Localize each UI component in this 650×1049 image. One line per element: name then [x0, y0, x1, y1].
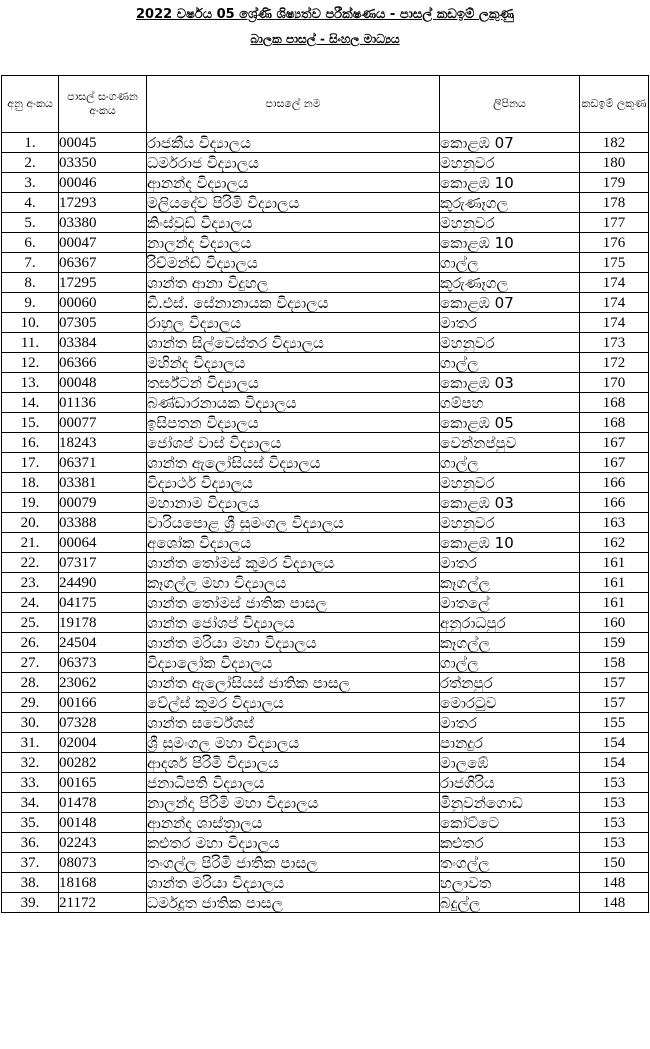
school-name: මහින්ද විද්‍යාලය [147, 353, 440, 373]
table-row [2, 133, 649, 153]
census-code: 00060 [59, 293, 147, 313]
school-name: ඉසිපතන විද්‍යාලය [147, 413, 440, 433]
column-header-school-name: පාසලේ නම [147, 76, 440, 133]
school-name: කෑගල්ල මහා විද්‍යාලය [147, 573, 440, 593]
row-number: 14. [2, 393, 59, 413]
table-row [2, 753, 649, 773]
table-row [2, 873, 649, 893]
table-row [2, 593, 649, 613]
table-row [2, 413, 649, 433]
table-row [2, 653, 649, 673]
school-name: වේල්ස් කුමර විද්‍යාලය [147, 693, 440, 713]
cutoff-mark: 174 [580, 273, 649, 293]
school-address: ගාල්ල [440, 653, 580, 673]
census-code: 24490 [59, 573, 147, 593]
row-number: 18. [2, 473, 59, 493]
row-number: 8. [2, 273, 59, 293]
cutoff-mark: 161 [580, 553, 649, 573]
school-name: ජනාධිපති විද්‍යාලය [147, 773, 440, 793]
table-row [2, 393, 649, 413]
table-row [2, 533, 649, 553]
cutoff-mark: 159 [580, 633, 649, 653]
school-address: කළුතර [440, 833, 580, 853]
cutoff-mark: 157 [580, 693, 649, 713]
table-row [2, 733, 649, 753]
table-row [2, 633, 649, 653]
column-header-address: ලිපිනය [440, 76, 580, 133]
school-address: කෑගල්ල [440, 633, 580, 653]
row-number: 31. [2, 733, 59, 753]
column-header-cutoff-mark: කඩඉම් ලකුණ [580, 76, 649, 133]
census-code: 00079 [59, 493, 147, 513]
school-address: මාලඹේ [440, 753, 580, 773]
table-row [2, 293, 649, 313]
row-number: 1. [2, 133, 59, 153]
row-number: 35. [2, 813, 59, 833]
census-code: 06371 [59, 453, 147, 473]
row-number: 20. [2, 513, 59, 533]
school-name: ශාන්ත ඇලෝසියස් ජාතික පාසල [147, 673, 440, 693]
cutoff-mark: 166 [580, 493, 649, 513]
table-header-row [2, 76, 649, 133]
row-number: 2. [2, 153, 59, 173]
school-name: නාලන්දා පිරිමි මහා විද්‍යාලය [147, 793, 440, 813]
table-row [2, 513, 649, 533]
school-address: කොළඹ 03 [440, 493, 580, 513]
census-code: 06373 [59, 653, 147, 673]
table-row [2, 673, 649, 693]
table-row [2, 433, 649, 453]
cutoff-mark: 163 [580, 513, 649, 533]
school-address: කොළඹ 05 [440, 413, 580, 433]
school-address: රත්නපුර [440, 673, 580, 693]
census-code: 00077 [59, 413, 147, 433]
census-code: 21172 [59, 893, 147, 913]
column-header-census-code: පාසල් සංගණන අංකය [59, 76, 147, 133]
row-number: 17. [2, 453, 59, 473]
school-name: ශාන්ත සිල්වෙස්තර විද්‍යාලය [147, 333, 440, 353]
census-code: 18243 [59, 433, 147, 453]
table-row [2, 713, 649, 733]
cutoff-mark: 157 [580, 673, 649, 693]
census-code: 08073 [59, 853, 147, 873]
school-address: මහනුවර [440, 153, 580, 173]
table-row [2, 773, 649, 793]
school-name: විද්‍යාර්ථ විද්‍යාලය [147, 473, 440, 493]
school-name: කිංස්වුඩ් විද්‍යාලය [147, 213, 440, 233]
cutoff-mark: 153 [580, 793, 649, 813]
row-number: 11. [2, 333, 59, 353]
census-code: 19178 [59, 613, 147, 633]
census-code: 06366 [59, 353, 147, 373]
table-row [2, 313, 649, 333]
table-row [2, 853, 649, 873]
table-row [2, 453, 649, 473]
census-code: 07305 [59, 313, 147, 333]
census-code: 02243 [59, 833, 147, 853]
census-code: 24504 [59, 633, 147, 653]
school-name: රිච්මන්ඩ් විද්‍යාලය [147, 253, 440, 273]
census-code: 00047 [59, 233, 147, 253]
table-row [2, 273, 649, 293]
table-row [2, 473, 649, 493]
row-number: 37. [2, 853, 59, 873]
cutoff-mark: 154 [580, 753, 649, 773]
school-name: ඩී.එස්. සේනානායක විද්‍යාලය [147, 293, 440, 313]
school-address: කොළඹ 03 [440, 373, 580, 393]
cutoff-mark: 174 [580, 293, 649, 313]
school-name: ධර්මදූත ජාතික පාසල [147, 893, 440, 913]
census-code: 01478 [59, 793, 147, 813]
school-address: කොළඹ 10 [440, 173, 580, 193]
school-address: කුරුණෑගල [440, 193, 580, 213]
school-name: ශාන්ත සර්වේශස් [147, 713, 440, 733]
row-number: 32. [2, 753, 59, 773]
census-code: 00148 [59, 813, 147, 833]
row-number: 39. [2, 893, 59, 913]
cutoff-mark: 172 [580, 353, 649, 373]
cutoff-mark: 150 [580, 853, 649, 873]
school-address: වෙන්නප්පුව [440, 433, 580, 453]
table-row [2, 893, 649, 913]
row-number: 15. [2, 413, 59, 433]
census-code: 03381 [59, 473, 147, 493]
census-code: 07328 [59, 713, 147, 733]
row-number: 23. [2, 573, 59, 593]
row-number: 4. [2, 193, 59, 213]
school-address: ගාල්ල [440, 453, 580, 473]
table-body [2, 133, 649, 913]
table-row [2, 173, 649, 193]
cutoff-mark: 168 [580, 413, 649, 433]
row-number: 6. [2, 233, 59, 253]
table-row [2, 233, 649, 253]
row-number: 9. [2, 293, 59, 313]
school-name: ශාන්ත මරියා මහා විද්‍යාලය [147, 633, 440, 653]
table-row [2, 193, 649, 213]
census-code: 00046 [59, 173, 147, 193]
census-code: 23062 [59, 673, 147, 693]
table-row [2, 693, 649, 713]
row-number: 26. [2, 633, 59, 653]
table-row [2, 493, 649, 513]
school-address: කොළඹ 10 [440, 533, 580, 553]
document-subtitle: බාලක පාසල් - සිංහල මාධ්‍යය [250, 32, 400, 46]
table-row [2, 793, 649, 813]
school-address: කෑගල්ල [440, 573, 580, 593]
row-number: 34. [2, 793, 59, 813]
census-code: 03388 [59, 513, 147, 533]
school-address: කෝට්ටෙ [440, 813, 580, 833]
census-code: 00165 [59, 773, 147, 793]
cutoff-mark: 167 [580, 433, 649, 453]
cutoff-mark: 161 [580, 573, 649, 593]
school-name: ශාන්ත මරියා විද්‍යාලය [147, 873, 440, 893]
school-address: මාතලේ [440, 593, 580, 613]
table-row [2, 253, 649, 273]
cutoff-mark: 160 [580, 613, 649, 633]
census-code: 02004 [59, 733, 147, 753]
school-name: ආදර්ශ පිරිමි විද්‍යාලය [147, 753, 440, 773]
row-number: 33. [2, 773, 59, 793]
school-address: රාජගිරිය [440, 773, 580, 793]
school-name: බණ්ඩාරනායක විද්‍යාලය [147, 393, 440, 413]
row-number: 21. [2, 533, 59, 553]
school-name: විද්‍යාලෝක විද්‍යාලය [147, 653, 440, 673]
cutoff-mark: 176 [580, 233, 649, 253]
table-row [2, 353, 649, 373]
cutoff-marks-table [1, 75, 649, 913]
school-name: නාලන්ද විද්‍යාලය [147, 233, 440, 253]
census-code: 03380 [59, 213, 147, 233]
cutoff-mark: 153 [580, 813, 649, 833]
cutoff-mark: 173 [580, 333, 649, 353]
cutoff-mark: 177 [580, 213, 649, 233]
row-number: 24. [2, 593, 59, 613]
document-title: 2022 වර්ෂය 05 ශ්‍රේණි ශිෂ්‍යත්ව පරීක්ෂණය - පාසල් කඩඉම් ලකුණු [135, 7, 514, 22]
school-address: මාතර [440, 313, 580, 333]
cutoff-mark: 161 [580, 593, 649, 613]
school-name: අශෝක විද්‍යාලය [147, 533, 440, 553]
row-number: 19. [2, 493, 59, 513]
census-code: 04175 [59, 593, 147, 613]
cutoff-mark: 148 [580, 873, 649, 893]
document-heading [0, 6, 650, 48]
table-row [2, 833, 649, 853]
row-number: 36. [2, 833, 59, 853]
row-number: 25. [2, 613, 59, 633]
cutoff-mark: 182 [580, 133, 649, 153]
row-number: 30. [2, 713, 59, 733]
school-name: ශාන්ත ආනා විදුහල [147, 273, 440, 293]
census-code: 00048 [59, 373, 147, 393]
table-row [2, 213, 649, 233]
census-code: 00064 [59, 533, 147, 553]
school-name: රාහුල විද්‍යාලය [147, 313, 440, 333]
cutoff-mark: 158 [580, 653, 649, 673]
row-number: 38. [2, 873, 59, 893]
school-address: අනුරාධපුර [440, 613, 580, 633]
school-name: තංගල්ල පිරිමි ජාතික පාසල [147, 853, 440, 873]
census-code: 00045 [59, 133, 147, 153]
census-code: 01136 [59, 393, 147, 413]
cutoff-mark: 166 [580, 473, 649, 493]
school-name: ශ්‍රී සුමංගල මහා විද්‍යාලය [147, 733, 440, 753]
school-name: තර්ස්ටන් විද්‍යාලය [147, 373, 440, 393]
school-address: පානදුර [440, 733, 580, 753]
school-address: ගාල්ල [440, 353, 580, 373]
row-number: 29. [2, 693, 59, 713]
census-code: 00282 [59, 753, 147, 773]
school-name: මහානාම විද්‍යාලය [147, 493, 440, 513]
census-code: 17295 [59, 273, 147, 293]
table-row [2, 553, 649, 573]
school-name: වාරියපොළ ශ්‍රී සුමංගල විද්‍යාලය [147, 513, 440, 533]
row-number: 7. [2, 253, 59, 273]
census-code: 07317 [59, 553, 147, 573]
school-address: හලාවත [440, 873, 580, 893]
cutoff-mark: 178 [580, 193, 649, 213]
cutoff-mark: 155 [580, 713, 649, 733]
table-row [2, 613, 649, 633]
school-address: මහනුවර [440, 333, 580, 353]
school-address: කොළඹ 07 [440, 293, 580, 313]
cutoff-mark: 162 [580, 533, 649, 553]
table-row [2, 813, 649, 833]
school-address: මහනුවර [440, 473, 580, 493]
school-name: කළුතර මහා විද්‍යාලය [147, 833, 440, 853]
school-name: ජෝශප් වාස් විද්‍යාලය [147, 433, 440, 453]
row-number: 13. [2, 373, 59, 393]
school-address: කොළඹ 10 [440, 233, 580, 253]
school-name: ශාන්ත තෝමස් ජාතික පාසල [147, 593, 440, 613]
school-address: කොළඹ 07 [440, 133, 580, 153]
cutoff-mark: 168 [580, 393, 649, 413]
row-number: 10. [2, 313, 59, 333]
row-number: 27. [2, 653, 59, 673]
school-address: තංගල්ල [440, 853, 580, 873]
school-name: මලියදේව පිරිමි විද්‍යාලය [147, 193, 440, 213]
school-name: රාජකීය විද්‍යාලය [147, 133, 440, 153]
cutoff-mark: 175 [580, 253, 649, 273]
school-name: ශාන්ත තෝමස් කුමර විද්‍යාලය [147, 553, 440, 573]
census-code: 06367 [59, 253, 147, 273]
cutoff-mark: 154 [580, 733, 649, 753]
table-row [2, 373, 649, 393]
school-address: කුරුණෑගල [440, 273, 580, 293]
school-address: බදුල්ල [440, 893, 580, 913]
census-code: 00166 [59, 693, 147, 713]
table-row [2, 153, 649, 173]
school-name: ධර්මරාජ විද්‍යාලය [147, 153, 440, 173]
census-code: 18168 [59, 873, 147, 893]
school-address: මහනුවර [440, 513, 580, 533]
cutoff-mark: 170 [580, 373, 649, 393]
row-number: 12. [2, 353, 59, 373]
cutoff-mark: 148 [580, 893, 649, 913]
table-row [2, 573, 649, 593]
column-header-number: අනු අංකය [2, 76, 59, 133]
school-address: මිනුවන්ගොඩ [440, 793, 580, 813]
row-number: 22. [2, 553, 59, 573]
census-code: 17293 [59, 193, 147, 213]
row-number: 28. [2, 673, 59, 693]
row-number: 16. [2, 433, 59, 453]
school-name: ශාන්ත ඇලෝසියස් විද්‍යාලය [147, 453, 440, 473]
table-row [2, 333, 649, 353]
school-name: ආනන්ද ශාස්ත්‍රාලය [147, 813, 440, 833]
school-address: මාතර [440, 713, 580, 733]
cutoff-mark: 153 [580, 833, 649, 853]
school-name: ශාන්ත ජෝශප් විද්‍යාලය [147, 613, 440, 633]
cutoff-mark: 167 [580, 453, 649, 473]
cutoff-mark: 180 [580, 153, 649, 173]
school-address: ගම්පහ [440, 393, 580, 413]
cutoff-mark: 153 [580, 773, 649, 793]
row-number: 5. [2, 213, 59, 233]
cutoff-mark: 179 [580, 173, 649, 193]
row-number: 3. [2, 173, 59, 193]
school-name: ආනන්ද විද්‍යාලය [147, 173, 440, 193]
school-address: මාතර [440, 553, 580, 573]
school-address: ගාල්ල [440, 253, 580, 273]
cutoff-mark: 174 [580, 313, 649, 333]
census-code: 03350 [59, 153, 147, 173]
school-address: මොරටුව [440, 693, 580, 713]
census-code: 03384 [59, 333, 147, 353]
school-address: මහනුවර [440, 213, 580, 233]
